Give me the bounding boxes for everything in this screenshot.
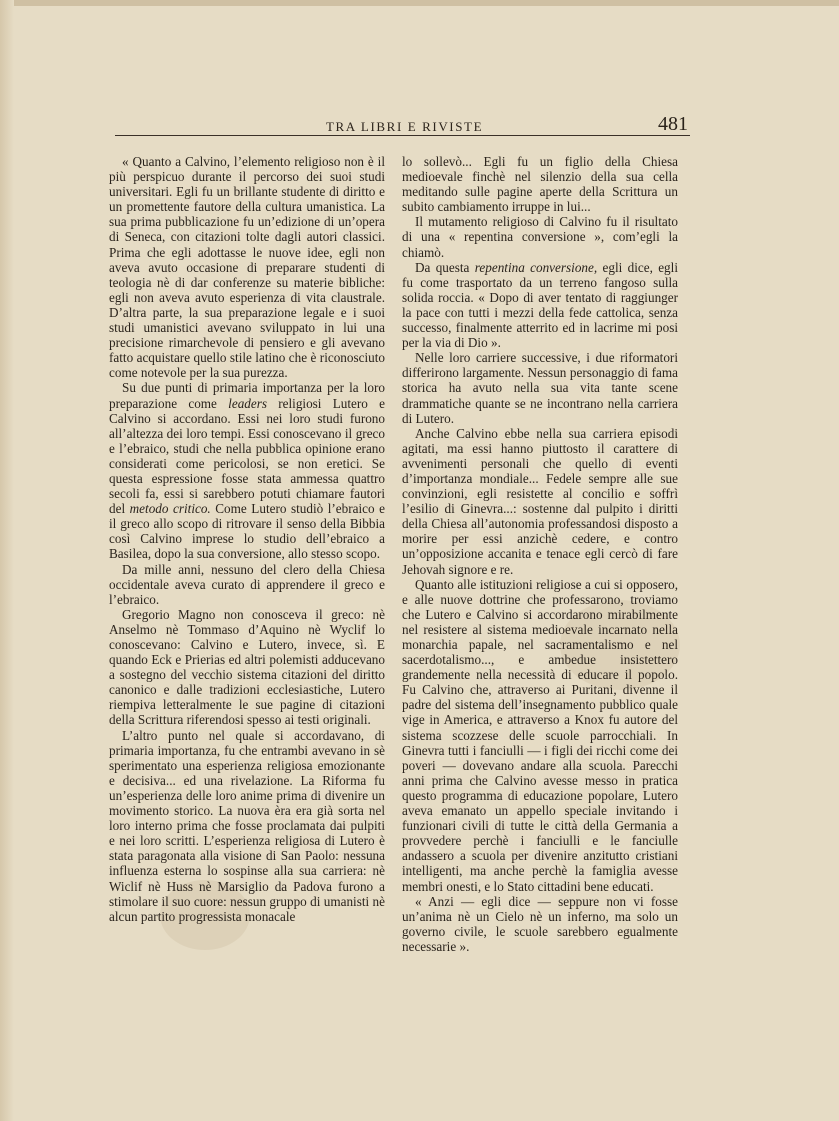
paragraph: Gregorio Magno non conosceva il greco: nè Anselmo nè Tommaso d’Aquino nè Wyclif lo conoscevano: Calvino e Lutero, invece, sì. E quando Eck e Prierias ed altri polemisti adducevano a sostegno del vecchio sistema citazioni del diritto canonico e dalle tradizioni ecclesiastiche, Lutero riempiva letteralmente le sue pagine di citazioni della Scrittura riferendosi spesso ai testi originali.: [109, 606, 385, 728]
paragraph: Anche Calvino ebbe nella sua carriera episodi agitati, ma essi hanno piuttosto il carattere di avvenimenti personali che quello di eventi d’importanza mondiale... Fedele sempre alle sue convinzioni, egli resistette al concilio e soffrì l’esilio di Ginevra...: sostenne dal pulpito i diritti della Chiesa all’autonomia professandosi disposto a morire per essi anzichè cedere, e contro un’opposizione accanita e tenace egli cercò di fare Jehovah signore e re.: [402, 425, 678, 577]
header-rule: [115, 135, 690, 136]
right-column: [402, 154, 678, 954]
page-number: 481: [658, 113, 688, 135]
paragraph: L’altro punto nel quale si accordavano, di primaria importanza, fu che entrambi avevano in sè sperimentato una esperienza religiosa emozionante e decisiva... ed una rivelazione. La Riforma fu un’esperienza delle loro anime prima di divenire un movimento storico. La nuova èra era già sorta nel loro interno prima che fosse proclamata dai pulpiti e nei loro scritti. L’esperienza religiosa di Lutero è stata paragonata alla visione di San Paolo: nessuna influenza esterna lo sospinse alla sua carriera: nè Wiclif nè Huss nè Marsiglio da Padova furono a stimolare il suo cuore: nessun gruppo di umanisti nè alcun partito progressista monacale: [109, 727, 385, 924]
paragraph: [402, 260, 678, 351]
page-left-edge: [0, 0, 14, 1121]
running-title: TRA LIBRI E RIVISTE: [326, 119, 484, 134]
text-run: Da questa: [415, 259, 475, 275]
text-run: religiosi Lutero e Calvino si accordano. Essi nei loro studi furono all’altezza dei loro tempi. Essi conoscevano il greco e l’ebraico, studi che nella pubblica opinione erano considerati come pericolosi, se non eretici. Se questa espressione fosse stata ammessa quattro secoli fa, essi si sarebbero potuti chiamare fautori del: [109, 395, 385, 517]
italic-text: leaders: [228, 395, 267, 411]
paragraph: « Quanto a Calvino, l’elemento religioso non è il più perspicuo durante il percorso dei suoi studi universitari. Egli fu un brillante studente di diritto e un promettente fautore della cultura umanistica. La sua prima pubblicazione fu un’edizione di un’opera di Seneca, con citazioni tolte dagli autori classici. Prima che egli adottasse le nuove idee, egli non aveva avuto occasione di preparare studenti di teologia nè di dar conferenze su materie bibliche: egli non aveva avuto esperienza di vita claustrale. D’altra parte, la sua preparazione legale e i suoi studi umanistici avevano sviluppato in lui una precisione rimarchevole di pensiero e gli avevano fatto acquistare quello stile latino che è riconosciuto come notevole per la sua purezza.: [109, 154, 385, 381]
paragraph: Da mille anni, nessuno del clero della Chiesa occidentale aveva curato di apprendere il greco e l’ebraico.: [109, 561, 385, 607]
left-column: [109, 154, 385, 924]
italic-text: metodo critico.: [129, 501, 211, 517]
text-run: egli dice, egli fu come trasportato da un terreno fangoso sulla solida roccia. « Dopo di aver tentato di raggiunger la pace con tutti i mezzi della fede cattolica, senza successo, finalmente atterrito ed in lacrime mi posi per la via di Dio ».: [402, 259, 678, 351]
page-top-edge: [0, 0, 839, 6]
paragraph: Il mutamento religioso di Calvino fu il risultato di una « repentina conversione », com’egli la chiamò.: [402, 214, 678, 260]
paragraph: [109, 380, 385, 561]
text-run: Su due punti di primaria importanza per la loro preparazione come: [109, 380, 385, 411]
text-run: Come Lutero studiò l’ebraico e il greco allo scopo di ritrovare il senso della Bibbia così Calvino imprese lo studio dell’ebraico a Basilea, dopo la sua conversione, allo stesso scopo.: [109, 501, 385, 562]
paragraph: lo sollevò... Egli fu un figlio della Chiesa medioevale finchè nel silenzio della sua cella meditando sulle pagine aperte della Scrittura un subito cambiamento irruppe in lui...: [402, 154, 678, 215]
paragraph: Quanto alle istituzioni religiose a cui si opposero, e alle nuove dottrine che professarono, troviamo che Lutero e Calvino si accordarono mirabilmente nel resistere al sistema medioevale incarnato nella monarchia papale, nel sacramentalismo e nel sacerdotalismo..., e ambedue insistettero grandemente nella necessità di educare il popolo. Fu Calvino che, attraverso ai Puritani, divenne il padre del sistema dell’insegnamento pubblico quale vige in America, e attraverso a Knox fu autore del sistema scozzese delle scuole parrocchiali. In Ginevra tutti i fanciulli — i figli dei ricchi come dei poveri — dovevano andare alla scuola. Parecchi anni prima che Calvino avesse messo in pratica questo programma di educazione popolare, Lutero aveva emanato un appello speciale invitando i funzionari civili di tutte le città della Germania a provvedere perchè i fanciulli e le fanciulle andassero a scuola per divenire anzitutto cristiani intelligenti, ma anche perchè la famiglia avesse membri onesti, e lo Stato cittadini bene educati.: [402, 576, 678, 894]
italic-text: repentina conversione,: [474, 259, 598, 275]
paragraph: « Anzi — egli dice — seppure non vi fosse un’anima nè un Cielo nè un inferno, ma solo un governo civile, le scuole sarebbero egualmente necessarie ».: [402, 893, 678, 954]
paragraph: Nelle loro carriere successive, i due riformatori differirono largamente. Nessun personaggio di fama storica ha avuto nella sua vita tante scene drammatiche quante se ne incontrano nella carriera di Lutero.: [402, 350, 678, 426]
